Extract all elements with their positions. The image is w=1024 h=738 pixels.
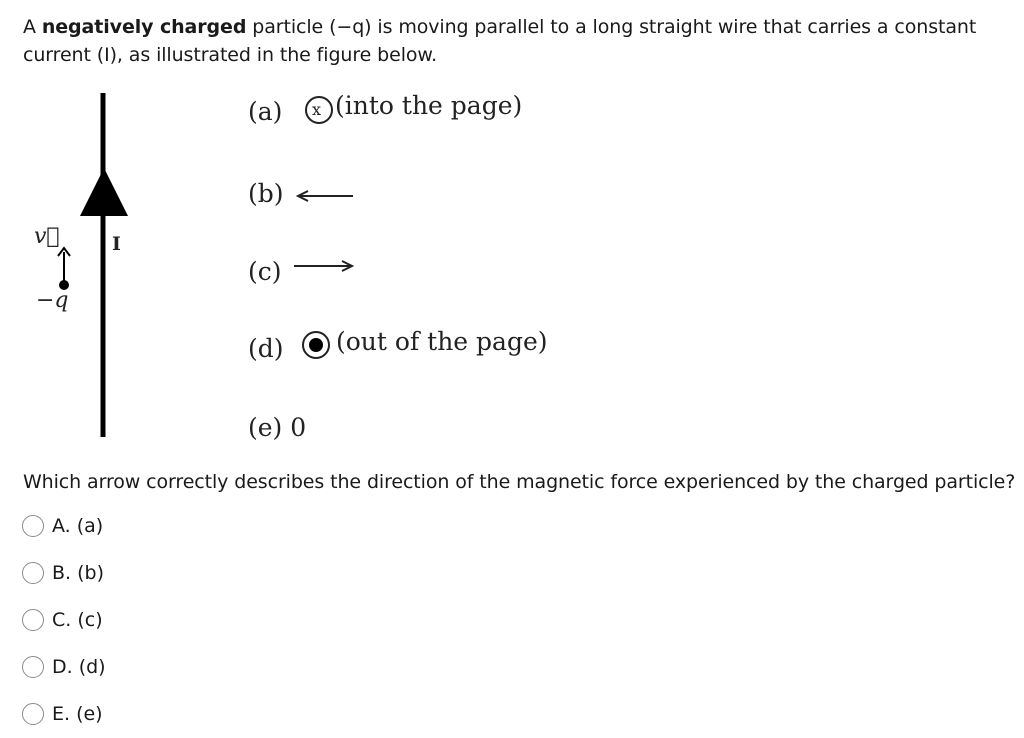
charge-label: −q <box>36 288 69 313</box>
option-b[interactable] <box>22 559 104 587</box>
radio-button[interactable] <box>22 562 44 584</box>
current-label: I <box>112 233 121 255</box>
radio-button[interactable] <box>22 703 44 725</box>
choice-a-symbol: x <box>312 100 322 119</box>
radio-button[interactable] <box>22 656 44 678</box>
option-label: C. (c) <box>52 609 103 631</box>
choice-e-tag: (e) 0 <box>248 413 307 442</box>
option-e[interactable] <box>22 700 103 728</box>
question-prompt: Which arrow correctly describes the direction of the magnetic force experienced by the charged particle? <box>23 471 1016 493</box>
choice-d-text: (out of the page) <box>336 327 548 356</box>
option-label: E. (e) <box>52 703 103 725</box>
out-of-page-dot <box>309 338 323 352</box>
option-label: A. (a) <box>52 515 104 537</box>
option-label: B. (b) <box>52 562 104 584</box>
choice-a-text: (into the page) <box>335 91 523 120</box>
radio-button[interactable] <box>22 609 44 631</box>
question-rest: particle (−q) is moving parallel to a long straight wire that carries a constant current (I), as illustrated in the figure below. <box>23 16 977 66</box>
question-intro: A <box>23 16 42 38</box>
velocity-label: v⃗ <box>34 224 60 249</box>
choice-a-tag: (a) <box>248 97 283 126</box>
choice-c-tag: (c) <box>248 257 282 286</box>
choice-d-tag: (d) <box>248 334 284 363</box>
current-arrow-icon <box>80 168 128 216</box>
choice-b-tag: (b) <box>248 179 284 208</box>
option-a[interactable] <box>22 512 103 540</box>
option-c[interactable] <box>22 606 103 634</box>
question-bold-phrase: negatively charged <box>41 16 247 38</box>
option-label: D. (d) <box>52 656 106 678</box>
radio-button[interactable] <box>22 515 44 537</box>
option-d[interactable] <box>22 653 106 681</box>
